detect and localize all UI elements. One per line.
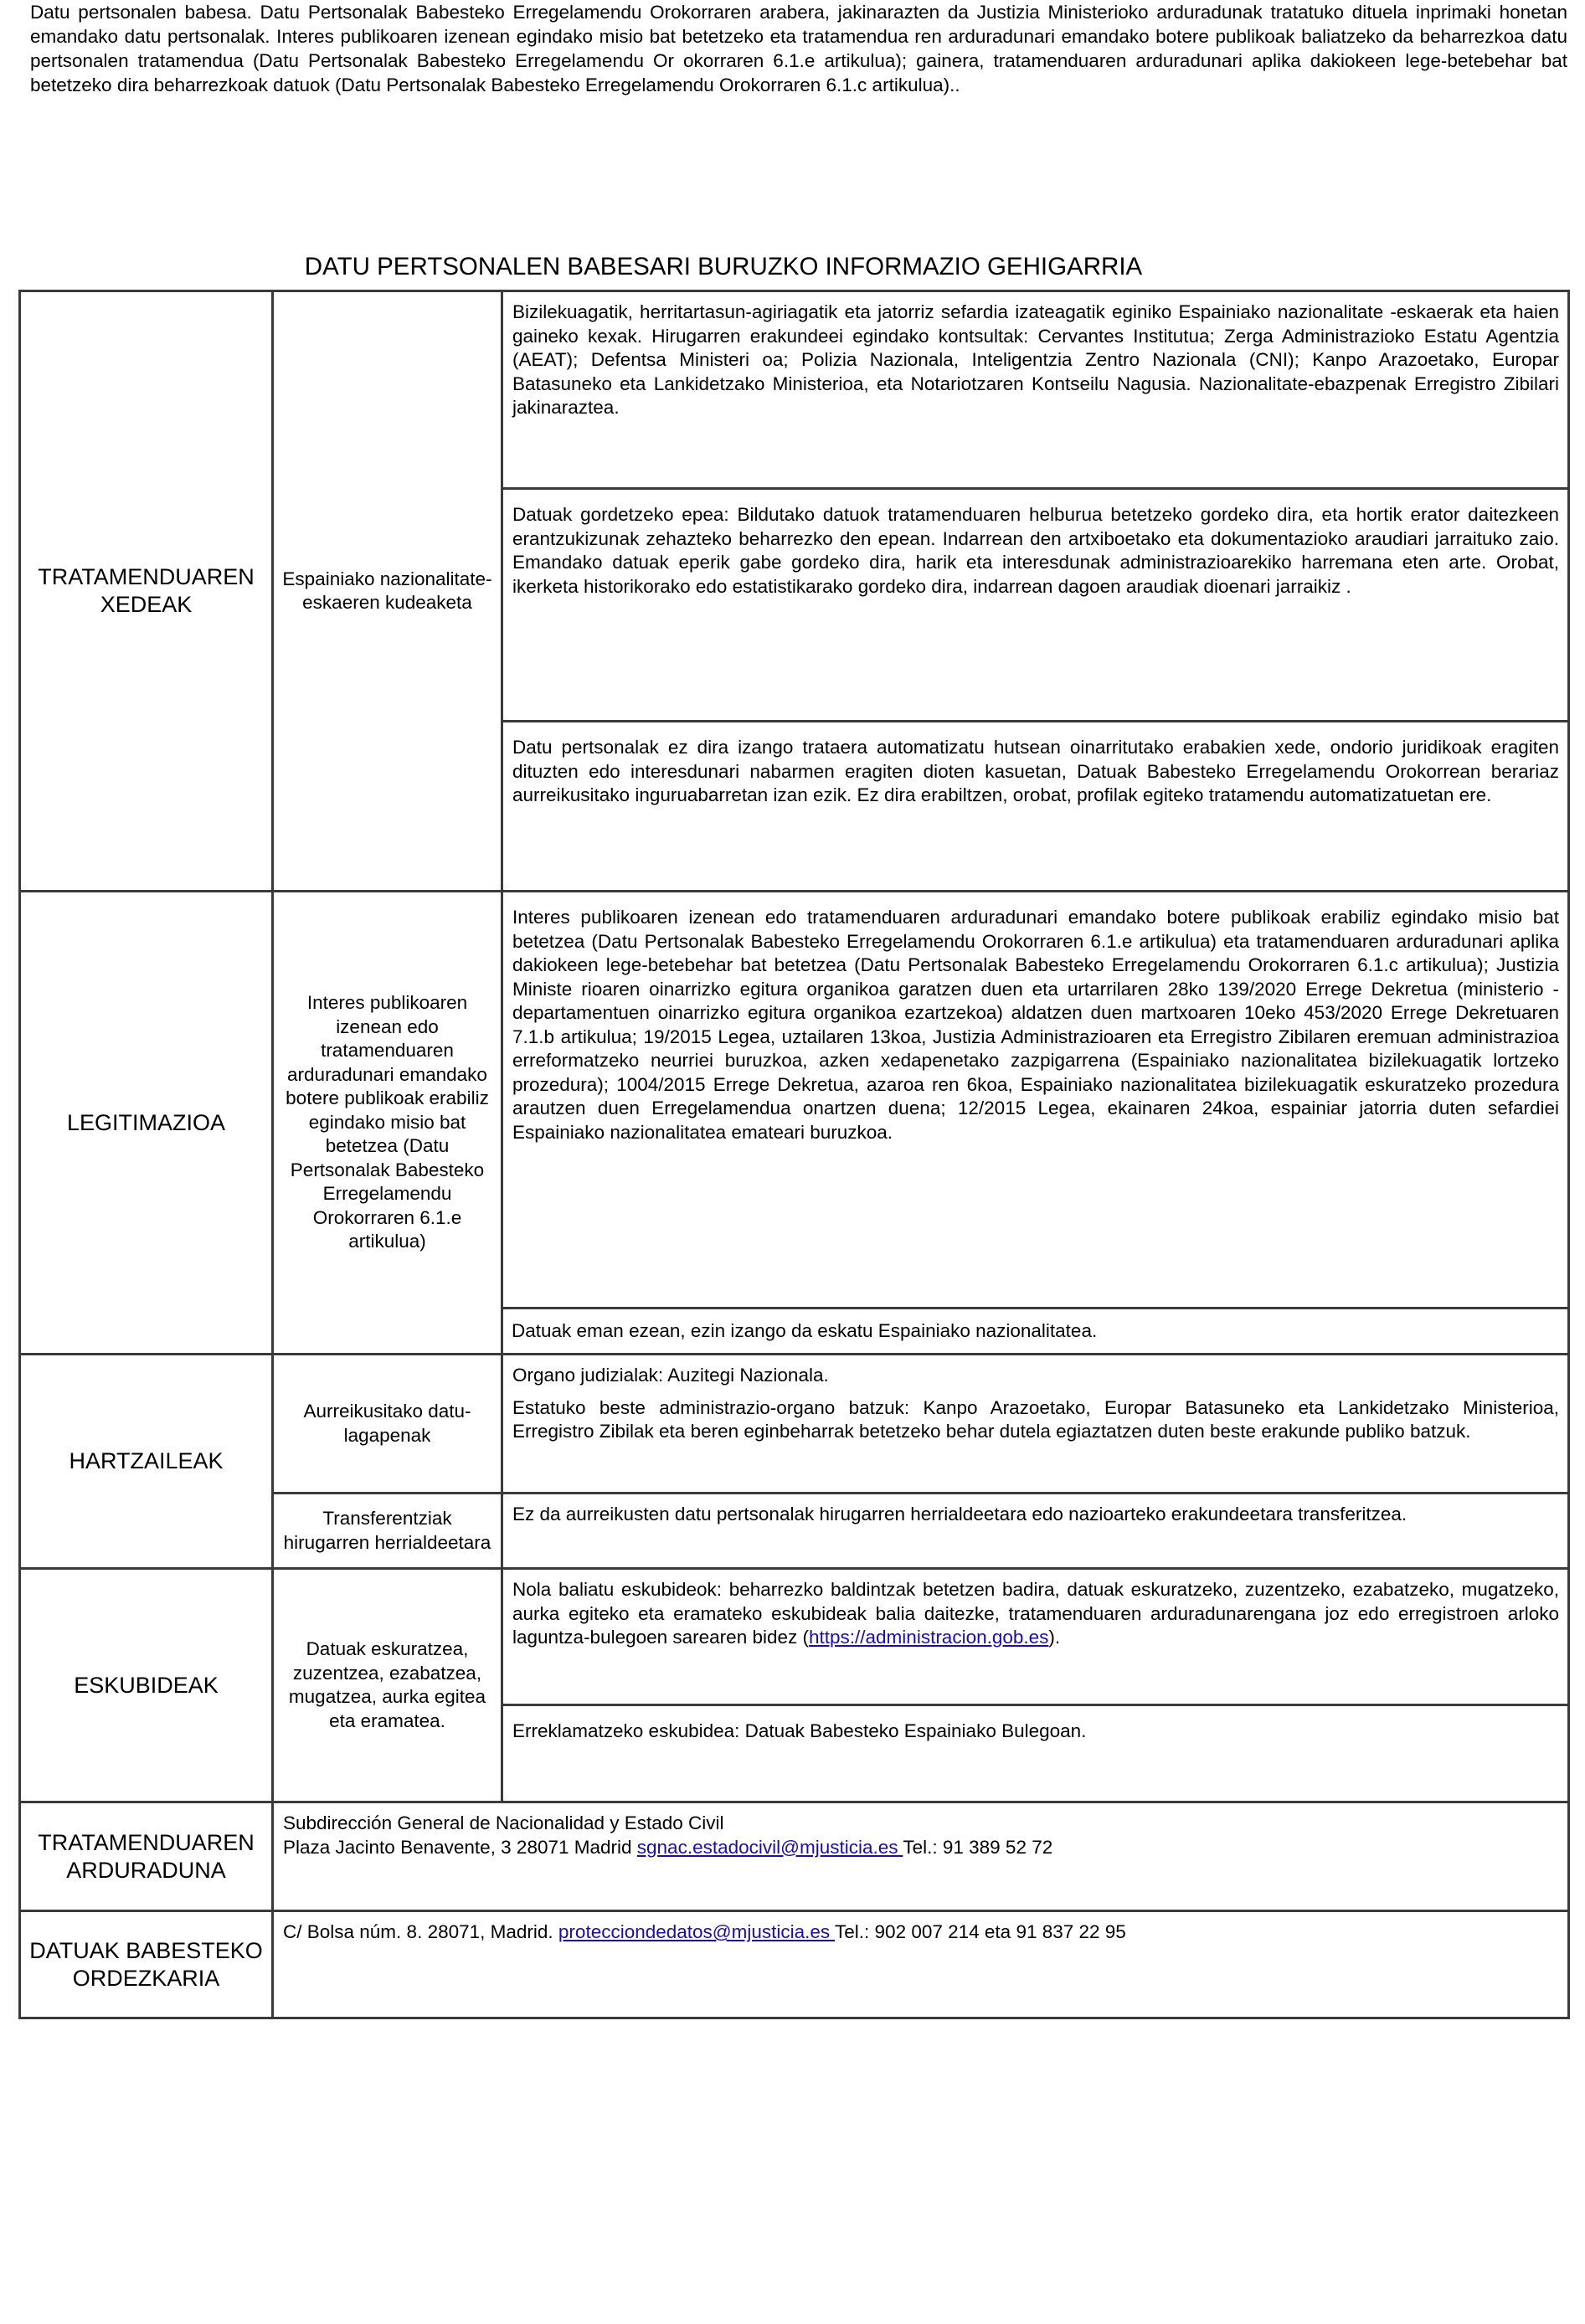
controller-details	[273, 1802, 1569, 1911]
administracion-link[interactable]: https://administracion.gob.es	[809, 1627, 1049, 1648]
data-protection-table	[18, 290, 1570, 2019]
table-row	[20, 1569, 1569, 1705]
legitimation-heading: LEGITIMAZIOA	[20, 892, 273, 1355]
dpo-email-link[interactable]: protecciondedatos@mjusticia.es	[558, 1921, 836, 1942]
purpose-subheading: Espainiako nazionalitate-eskaeren kudeaketa	[273, 291, 502, 892]
dpo-heading: DATUAK BABESTEKO ORDEZKARIA	[20, 1911, 273, 2018]
intro-paragraph: Datu pertsonalen babesa. Datu Pertsonalak Babesteko Erregelamendu Orokorraren arabera, jakinarazten da Justizia Ministerioko arduradunak tratatuko dituela inprimaki honetan emandako datu pertsonalak. Interes publikoaren izenean egindako misio bat betetzeko eta tratamendua ren arduradunari emandako botere publikoak baliatzeko da beharrezkoa datu pertsonalen tratamendua (Datu Pertsonalak Babesteko Erregelamendu Or okorraren 6.1.e artikulua); gainera, tratamenduaren arduradunari aplika dakiokeen lege-betebehar bat betetzeko dira beharrezkoak datuok (Datu Pertsonalak Babesteko Erregelamendu Orokorraren 6.1.c artikulua)..	[30, 2, 1567, 95]
table-row	[20, 1355, 1569, 1494]
mandatory-data-note: Datuak eman ezean, ezin izango da eskatu Espainiako nazionalitatea.	[502, 1309, 1569, 1355]
purpose-description: Bizilekuagatik, herritartasun-agiriagatik eta jatorriz sefardia izateagatik eginiko Espainiako nazionalitate -eskaerak eta haien gaineko kexak. Hirugarren erakundeei egindako kontsultak: Cervantes Institutua; Zerga Administrazioko Estatu Agentzia (AEAT); Defentsa Ministeri oa; Polizia Nazionala, Inteligentzia Zentro Nazionala (CNI); Kanpo Arazoetako, Europar Batasuneko eta Lankidetzako Ministerioa, eta Notariotzaren Kontseilu Nagusia. Nazionalitate-ebazpenak Erregistro Zibilari jakinaraztea.	[502, 291, 1569, 489]
controller-name: Subdirección General de Nacionalidad y Estado Civil	[283, 1812, 724, 1833]
international-transfers-content: Ez da aurreikusten datu pertsonalak hirugarren herrialdeetara edo nazioarteko erakundeetara transferitzea.	[502, 1494, 1569, 1569]
table-row	[20, 1911, 1569, 2018]
dpo-phone: Tel.: 902 007 214 eta 91 837 22 95	[835, 1921, 1126, 1942]
recipients-sub-transfers: Aurreikusitako datu-lagapenak	[273, 1355, 502, 1494]
page-title: DATU PERTSONALEN BABESARI BURUZKO INFORMAZIO GEHIGARRIA	[304, 253, 1143, 280]
table-row	[20, 291, 1569, 489]
retention-period: Datuak gordetzeko epea: Bildutako datuok tratamenduaren helburua betetzeko gordeko dira, eta hortik erator daitezkeen erantzukizunak zehazteko beharrezko den epean. Indarrean den artxiboetako eta dokumentazioko araudiari jarraituko zaio. Emandako datuak eperik gabe gordeko dira, harik eta interesdunak administrazioarekiko harremana eten arte. Orobat, ikerketa historikorako edo estatistikarako gordeko dira, indarrean dagoen araudiak dioenari jarraikiz .	[502, 489, 1569, 722]
table-row	[20, 1802, 1569, 1911]
judicial-bodies: Organo judizialak: Auzitegi Nazionala.	[512, 1365, 829, 1386]
table-row	[20, 892, 1569, 1309]
controller-address: Plaza Jacinto Benavente, 3 28071 Madrid	[283, 1836, 637, 1858]
complaint-right: Erreklamatzeko eskubidea: Datuak Babesteko Espainiako Bulegoan.	[502, 1705, 1569, 1802]
dpo-address: C/ Bolsa núm. 8. 28071, Madrid.	[283, 1921, 558, 1942]
legal-basis: Interes publikoaren izenean edo tratamenduaren arduradunari emandako botere publikoak erabiliz egindako misio bat betetzea (Datu Pertsonalak Babesteko Erregelamendu Orokorraren 6.1.e artikulua) eta tratamenduaren arduradunari aplika dakiokeen lege-betebehar bat betetzea (Datu Pertsonalak Babesteko Erregelamendu Orokorraren 6.1.c artikulua); Justizia Ministe rioaren oinarrizko egitura organikoa garatzen duen eta urtarrilaren 28ko 139/2020 Errege Dekretua (ministerio -departamentuen oinarrizko egitura organikoa ezartzekoa) aldatzen duen martxoaren 10eko 453/2020 Errege Dekretuaren 7.1.b artikulua; 19/2015 Legea, uztailaren 13koa, Justizia Administrazioaren eta Erregistro Zibilaren eremuan administrazioa erreformatzeko neurriei buruzkoa, azken xedapenetako zazpigarrena (Espainiako nazionalitatea bizilekuagatik lortzeko prozedura); 1004/2015 Errege Dekretua, azaroa ren 6koa, Espainiako nazionalitatea bizilekuagatik eskuratzeko prozedura arautzen duen Erregelamendua onartzen duena; 12/2015 Legea, ekainaren 24koa, espainiar jatorria duten sefardiei Espainiako nazionalitatea emateari buruzkoa.	[502, 892, 1569, 1309]
purpose-heading: TRATAMENDUAREN XEDEAK	[20, 291, 273, 892]
controller-heading: TRATAMENDUAREN ARDURADUNA	[20, 1802, 273, 1911]
controller-email-link[interactable]: sgnac.estadocivil@mjusticia.es	[636, 1836, 903, 1858]
recipients-heading: HARTZAILEAK	[20, 1355, 273, 1569]
rights-heading: ESKUBIDEAK	[20, 1569, 273, 1802]
controller-phone: Tel.: 91 389 52 72	[903, 1836, 1053, 1858]
automated-decisions: Datu pertsonalak ez dira izango trataera automatizatu hutsean oinarritutako erabakien xede, ondorio juridikoak eragiten dituzten edo interesdunari nabarmen eragiten dioten kasuetan, Datuak Babesteko Erregelamendu Orokorrean berariaz aurreikusitako inguruabarretan izan ezik. Ez dira erabiltzen, orobat, profilak egiteko tratamendu automatizatuetan ere.	[502, 722, 1569, 892]
rights-exercise: Nola baliatu eskubideok: beharrezko baldintzak betetzen badira, datuak eskuratzeko, zuzentzeko, ezabatzeko, mugatzeko, aurka egiteko eta eramateko eskubideak balia daitezke, tratamenduaren arduradunarengana joz edo erregistroen arloko laguntza-bulegoen sarearen bidez (https://administracion.gob.es).	[502, 1569, 1569, 1705]
recipients-sub-international: Transferentziak hirugarren herrialdeetara	[273, 1494, 502, 1569]
recipients-transfers-content	[502, 1355, 1569, 1494]
other-administrations: Estatuko beste administrazio-organo batzuk: Kanpo Arazoetako, Europar Batasuneko eta Lankidetzako Ministerioa, Erregistro Zibilak eta beren eginbeharrak betetzeko behar dutela egiaztatzen duten beste erakunde publiko batzuk.	[512, 1396, 1559, 1442]
dpo-details	[273, 1911, 1569, 2018]
rights-subheading: Datuak eskuratzea, zuzentzea, ezabatzea, mugatzea, aurka egitea eta eramatea.	[273, 1569, 502, 1802]
legitimation-subheading: Interes publikoaren izenean edo tratamenduaren arduradunari emandako botere publikoak erabiliz egindako misio bat betetzea (Datu Pertsonalak Babesteko Erregelamendu Orokorraren 6.1.e artikulua)	[273, 892, 502, 1355]
